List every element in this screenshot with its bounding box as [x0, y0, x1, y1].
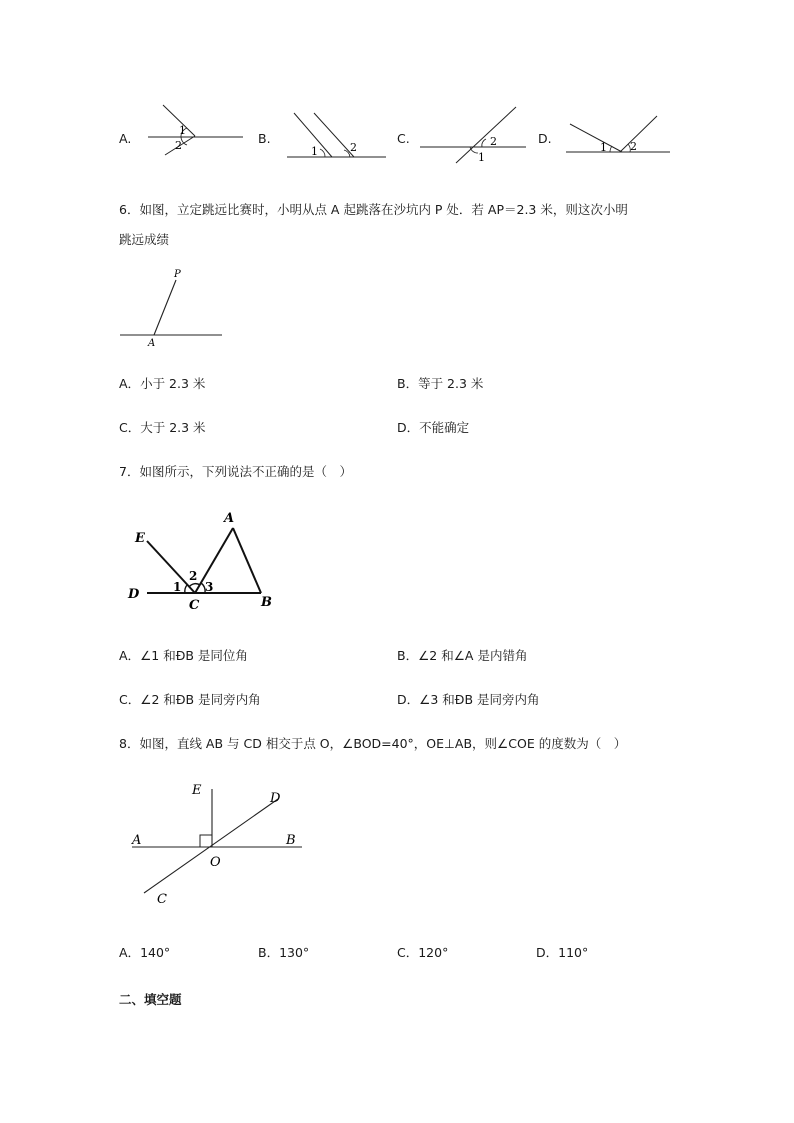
q7-option-c-letter: C． — [119, 692, 141, 707]
q7-label-b: B — [261, 595, 272, 610]
q7-label-angle3: 3 — [205, 580, 214, 594]
q6-text-line1: 6．如图，立定跳远比赛时，小明从点 A 起跳落在沙坑内 P 处．若 AP＝2.3 米，则这次小明 — [119, 202, 628, 217]
q6-option-b-letter: B． — [397, 376, 419, 391]
q6-option-a — [119, 374, 205, 392]
q8-figure — [128, 778, 308, 910]
q7-option-d — [397, 690, 540, 708]
q6-label-p: P — [174, 269, 181, 280]
q8-label-b: B — [286, 833, 296, 848]
q5a-angle1-label: 1 — [179, 124, 186, 137]
q7-label-a: A — [224, 511, 235, 526]
q7-option-b — [397, 646, 527, 664]
q6-option-c-text: 大于 2.3 米 — [140, 420, 206, 435]
q7-option-b-letter: B． — [397, 648, 419, 663]
q5-option-d-letter: D. — [538, 131, 552, 146]
q6-option-c-letter: C． — [119, 420, 141, 435]
q8-label-e: E — [192, 783, 202, 798]
q8-label-a: A — [132, 833, 142, 848]
q7-label-d: D — [128, 587, 140, 602]
q5-figure-c — [418, 103, 530, 165]
q7-option-b-text: ∠2 和∠A 是内错角 — [418, 648, 528, 663]
q8-option-a-letter: A． — [119, 945, 141, 960]
q8-option-c-text: 120° — [418, 945, 449, 960]
q5c-angle1-label: 1 — [478, 151, 485, 164]
q6-option-d — [397, 418, 469, 436]
q7-figure — [125, 505, 285, 617]
q6-label-a: A — [148, 338, 156, 348]
q5c-angle2-label: 2 — [490, 135, 497, 148]
q7-option-a-letter: A． — [119, 648, 141, 663]
q7-option-d-text: ∠3 和ÐB 是同旁内角 — [419, 692, 540, 707]
q7-option-d-letter: D． — [397, 692, 420, 707]
q6-text-line2: 跳远成绩 — [119, 232, 170, 247]
q6-option-b-text: 等于 2.3 米 — [418, 376, 484, 391]
q7-option-a-text: ∠1 和ÐB 是同位角 — [140, 648, 248, 663]
q6-figure — [118, 266, 228, 348]
q8-option-d-letter: D． — [536, 945, 559, 960]
q5-figure-b — [284, 105, 389, 165]
q8-option-d-text: 110° — [558, 945, 589, 960]
q8-label-c: C — [157, 892, 167, 907]
q8-option-b-letter: B． — [258, 945, 280, 960]
q7-label-e: E — [135, 531, 145, 546]
q8-label-o: O — [210, 855, 221, 870]
q5b-angle1-label: 1 — [311, 145, 318, 158]
q6-option-d-text: 不能确定 — [419, 420, 470, 435]
q8-option-c — [397, 943, 448, 961]
q8-option-b — [258, 943, 309, 961]
q6-option-d-letter: D． — [397, 420, 420, 435]
q8-option-a — [119, 943, 170, 961]
q6-option-a-text: 小于 2.3 米 — [140, 376, 206, 391]
q5b-angle2-label: 2 — [350, 141, 357, 154]
q8-option-c-letter: C． — [397, 945, 419, 960]
q6-option-c — [119, 418, 206, 436]
section-heading-fill-in: 二、填空题 — [119, 992, 182, 1007]
q5-option-a-letter: A. — [119, 131, 132, 146]
q7-label-c: C — [189, 598, 200, 613]
q8-label-d: D — [270, 791, 281, 806]
q7-option-c — [119, 690, 261, 708]
q7-label-angle2: 2 — [189, 569, 198, 583]
q8-text: 8．如图，直线 AB 与 CD 相交于点 O，∠BOD=40°，OE⊥AB，则∠COE 的度数为（ ） — [119, 736, 627, 751]
q5-option-c-letter: C. — [397, 131, 410, 146]
q7-option-a — [119, 646, 248, 664]
q6-option-b — [397, 374, 483, 392]
q5-figure-a — [143, 100, 248, 160]
q7-label-angle1: 1 — [173, 580, 182, 594]
q8-option-b-text: 130° — [279, 945, 310, 960]
q7-text: 7．如图所示，下列说法不正确的是（ ） — [119, 464, 352, 479]
q8-option-a-text: 140° — [140, 945, 171, 960]
q5d-angle2-label: 2 — [630, 140, 637, 153]
q6-option-a-letter: A． — [119, 376, 141, 391]
q7-option-c-text: ∠2 和ÐB 是同旁内角 — [140, 692, 261, 707]
q5a-angle2-label: 2 — [175, 139, 182, 152]
q5-figure-d — [562, 110, 674, 160]
q5-option-b-letter: B. — [258, 131, 271, 146]
q5d-angle1-label: 1 — [600, 141, 607, 154]
q8-option-d — [536, 943, 588, 961]
